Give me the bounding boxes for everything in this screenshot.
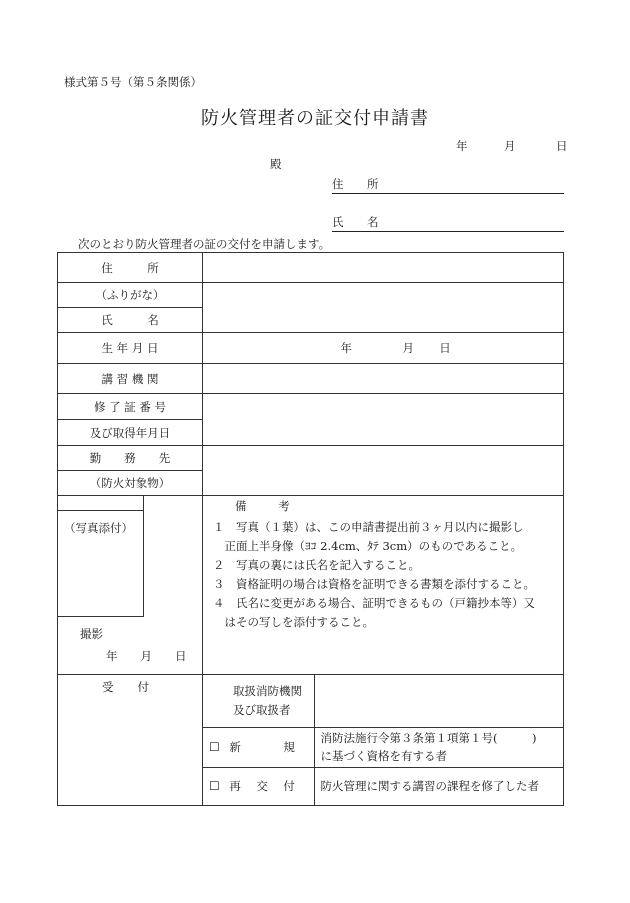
handler-input[interactable] [314, 675, 563, 727]
new-desc-line2: に基づく資格を有する者 [320, 749, 447, 763]
photo-label: （写真添付） [64, 521, 133, 535]
photo-frame [58, 496, 144, 617]
input-training-org[interactable] [203, 364, 564, 394]
remarks-title: 備 考 [235, 499, 304, 513]
date-year-unit: 年 [456, 139, 468, 153]
label-acquired-date: 及び取得年月日 [58, 420, 203, 446]
reception-label: 受付 [102, 680, 173, 694]
remark-line: はその写しを添付すること。 [213, 615, 374, 629]
label-cert-number: 修 了 証 番 号 [58, 394, 203, 420]
addressee-suffix: 殿 [270, 157, 282, 171]
input-workplace[interactable] [203, 446, 564, 496]
applicant-address-field[interactable] [332, 176, 564, 194]
reception-details [203, 675, 564, 806]
label-name: 氏 名 [58, 308, 203, 333]
handler-label-line1: 取扱消防機関 [233, 683, 302, 698]
label-birthdate: 生 年 月 日 [58, 333, 203, 364]
new-option[interactable] [203, 727, 314, 767]
date-month-unit: 月 [504, 139, 516, 153]
birth-month-unit: 月 [402, 341, 414, 355]
form-number: 様式第５号（第５条関係） [64, 75, 202, 89]
reception-area[interactable] [58, 675, 203, 806]
application-date [456, 138, 568, 154]
date-day-unit: 日 [556, 139, 568, 153]
photo-area[interactable] [58, 496, 203, 675]
applicant-name-label: 氏 名 [332, 215, 385, 229]
shot-label: 撮影 [80, 627, 103, 641]
new-checkbox-icon[interactable]: ☐ [209, 740, 220, 754]
application-table [57, 252, 564, 806]
intro-text: 次のとおり防火管理者の証の交付を申請します。 [78, 237, 331, 251]
input-birthdate[interactable] [203, 333, 564, 364]
remark-line: ４ 氏名に変更がある場合、証明できるもの（戸籍抄本等）又 [213, 596, 535, 610]
input-name[interactable] [203, 283, 564, 333]
label-workplace: 勤 務 先 [58, 446, 203, 471]
input-cert-number[interactable] [203, 394, 564, 446]
new-description [314, 727, 563, 767]
remark-line: ３ 資格証明の場合は資格を証明できる書類を添付すること。 [213, 577, 535, 591]
birth-year-unit: 年 [340, 341, 352, 355]
remark-line: １ 写真（１葉）は、この申請書提出前３ヶ月以内に撮影し [213, 520, 524, 534]
remarks-section [203, 496, 564, 675]
new-label: 新 規 [229, 740, 297, 754]
shot-date: 年 月 日 [106, 649, 187, 663]
reissue-label: 再 交 付 [229, 779, 297, 794]
reissue-checkbox-icon[interactable]: ☐ [209, 779, 220, 794]
label-furigana: （ふりがな） [58, 283, 203, 308]
label-fire-target: （防火対象物） [58, 471, 203, 496]
page-title: 防火管理者の証交付申請書 [201, 108, 429, 129]
applicant-address-label: 住 所 [332, 177, 385, 191]
handler-label-line2: 及び取扱者 [233, 702, 291, 717]
reception-table [203, 675, 563, 805]
reissue-description: 防火管理に関する講習の課程を修了した者 [320, 779, 539, 794]
applicant-name-field[interactable] [332, 214, 564, 232]
label-training-org: 講 習 機 関 [58, 364, 203, 394]
remark-line: ２ 写真の裏には氏名を記入すること。 [213, 558, 420, 572]
remark-line: 正面上半身像（ﾖｺ 2.4cm、ﾀﾃ 3cm）のものであること。 [213, 539, 523, 553]
reissue-option[interactable] [203, 767, 314, 805]
new-desc-line1: 消防法施行令第３条第１項第１号( ) [320, 731, 537, 745]
birth-day-unit: 日 [439, 341, 451, 355]
remarks-list [213, 518, 535, 632]
input-address[interactable] [203, 253, 564, 283]
handler-label [203, 675, 314, 727]
label-address: 住 所 [58, 253, 203, 283]
